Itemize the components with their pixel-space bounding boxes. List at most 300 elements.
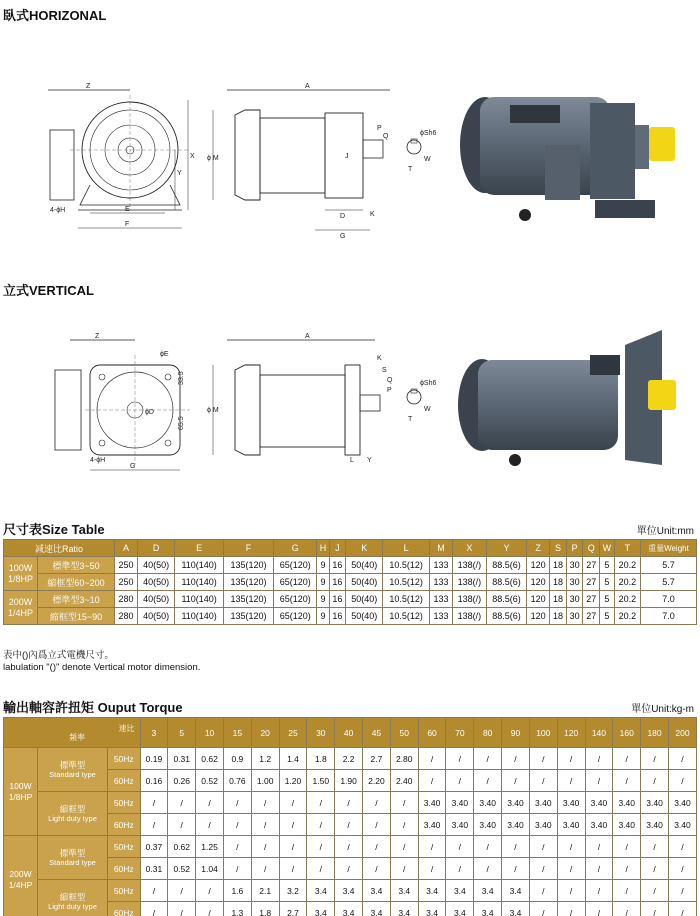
horizontal-shaft-detail	[400, 125, 448, 175]
value-cell: 3.40	[446, 792, 474, 814]
value-cell: /	[390, 858, 418, 880]
value-cell: /	[418, 748, 446, 770]
value-cell: 40(50)	[138, 608, 175, 625]
value-cell: /	[613, 880, 641, 902]
value-cell: /	[641, 902, 669, 916]
size-header-cell: M	[429, 540, 452, 557]
v-dim-sh6-label: ϕSh6	[420, 380, 437, 387]
frequency-cell: 60Hz	[108, 902, 141, 916]
value-cell: 138(/)	[452, 557, 486, 574]
value-cell: /	[251, 858, 279, 880]
value-cell: 3.4	[474, 902, 502, 916]
value-cell: /	[474, 836, 502, 858]
type-cell: 標準型3~50	[38, 557, 115, 574]
torque-table-unit: 單位Unit:kg-m	[631, 704, 694, 715]
value-cell: /	[196, 880, 224, 902]
value-cell: 0.16	[140, 770, 168, 792]
value-cell: 50(40)	[346, 574, 383, 591]
type-name-zh: 縮框型	[59, 803, 86, 814]
value-cell: 135(120)	[224, 591, 274, 608]
value-cell: /	[529, 880, 557, 902]
value-cell: 3.40	[668, 792, 696, 814]
v-dim-t-label: T	[408, 416, 413, 423]
value-cell: 18	[550, 608, 567, 625]
value-cell: 30	[566, 557, 583, 574]
value-cell: 3.40	[529, 814, 557, 836]
table-row	[4, 836, 697, 858]
value-cell: 3.40	[502, 792, 530, 814]
value-cell: /	[585, 770, 613, 792]
value-cell: 3.40	[529, 792, 557, 814]
v-dim-z-label: Z	[95, 333, 100, 340]
type-cell: 縮框型15~90	[38, 608, 115, 625]
dim-d-label: D	[340, 213, 346, 220]
value-cell: 3.4	[390, 902, 418, 916]
value-cell: /	[557, 858, 585, 880]
size-table-body	[4, 557, 697, 625]
ratio-header-cell: 160	[613, 718, 641, 748]
v-dim-dphi-label: ϕD	[145, 409, 154, 416]
value-cell: 133	[429, 608, 452, 625]
size-header-cell: S	[550, 540, 567, 557]
value-cell: /	[446, 836, 474, 858]
value-cell: /	[557, 836, 585, 858]
value-cell: /	[502, 748, 530, 770]
value-cell: 1.6	[223, 880, 251, 902]
size-table-title: 尺寸表Size Table	[3, 522, 105, 537]
value-cell: /	[279, 858, 307, 880]
value-cell: 135(120)	[224, 557, 274, 574]
value-cell: 138(/)	[452, 591, 486, 608]
value-cell: 1.90	[335, 770, 363, 792]
value-cell: 3.40	[474, 792, 502, 814]
frequency-cell: 50Hz	[108, 792, 141, 814]
value-cell: 280	[115, 608, 138, 625]
value-cell: /	[363, 858, 391, 880]
value-cell: 2.80	[390, 748, 418, 770]
size-header-cell: G	[273, 540, 316, 557]
dim-y-label: Y	[177, 170, 182, 177]
value-cell: 20.2	[614, 591, 640, 608]
value-cell: 5	[600, 574, 615, 591]
value-cell: /	[446, 858, 474, 880]
size-header-cell: D	[138, 540, 175, 557]
ratio-header-cell: 140	[585, 718, 613, 748]
value-cell: 16	[329, 608, 346, 625]
size-header-cell: H	[317, 540, 329, 557]
value-cell: /	[474, 770, 502, 792]
value-cell: 88.5(6)	[486, 608, 526, 625]
value-cell: /	[613, 748, 641, 770]
dim-a-label: A	[305, 83, 310, 90]
value-cell: /	[641, 858, 669, 880]
value-cell: /	[251, 814, 279, 836]
value-cell: /	[502, 836, 530, 858]
size-header-cell: 减速比Ratio	[4, 540, 115, 557]
value-cell: 3.4	[335, 880, 363, 902]
ratio-header-cell: 120	[557, 718, 585, 748]
torque-table-title: 輸出軸容許扭矩 Ouput Torque	[3, 700, 183, 715]
ratio-header-cell: 20	[251, 718, 279, 748]
size-header-cell: X	[452, 540, 486, 557]
value-cell: 3.40	[557, 792, 585, 814]
type-name-en: Standard type	[49, 769, 96, 779]
value-cell: 280	[115, 591, 138, 608]
value-cell: 9	[317, 608, 329, 625]
ratio-header-cell: 5	[168, 718, 196, 748]
value-cell: /	[307, 836, 335, 858]
value-cell: /	[390, 792, 418, 814]
value-cell: /	[363, 814, 391, 836]
table-row	[4, 574, 697, 591]
value-cell: 3.40	[474, 814, 502, 836]
value-cell: 3.40	[446, 814, 474, 836]
frequency-cell: 50Hz	[108, 748, 141, 770]
value-cell: 88.5(6)	[486, 574, 526, 591]
ratio-header-cell: 80	[474, 718, 502, 748]
value-cell: 110(140)	[175, 608, 224, 625]
value-cell: 10.5(12)	[383, 591, 430, 608]
vertical-title: 立式VERTICAL	[3, 283, 95, 298]
value-cell: 110(140)	[175, 574, 224, 591]
value-cell: 9	[317, 591, 329, 608]
value-cell: /	[196, 792, 224, 814]
corner-freq-label: 頻率	[69, 732, 85, 742]
size-header-cell: E	[175, 540, 224, 557]
table-row	[4, 814, 697, 836]
type-name-en: Standard type	[49, 857, 96, 867]
value-cell: 1.2	[251, 748, 279, 770]
ratio-header-cell: 90	[502, 718, 530, 748]
value-cell: 0.62	[196, 748, 224, 770]
value-cell: 65(120)	[273, 608, 316, 625]
horizontal-title: 臥式HORIZONAL	[3, 8, 107, 23]
size-header-cell: 重量Weight	[640, 540, 696, 557]
value-cell: 133	[429, 574, 452, 591]
size-header-cell: K	[346, 540, 383, 557]
value-cell: 2.1	[251, 880, 279, 902]
frequency-cell: 60Hz	[108, 814, 141, 836]
value-cell: 3.4	[418, 902, 446, 916]
dim-f-label: F	[125, 221, 130, 228]
type-cell: 縮框型60~200	[38, 574, 115, 591]
value-cell: /	[557, 902, 585, 916]
type-cell	[38, 748, 108, 792]
value-cell: 20.2	[614, 557, 640, 574]
table-row	[4, 770, 697, 792]
torque-corner-cell	[4, 718, 141, 748]
value-cell: /	[446, 748, 474, 770]
table-row	[4, 591, 697, 608]
ratio-header-cell: 70	[446, 718, 474, 748]
value-cell: 30	[566, 574, 583, 591]
value-cell: 27	[583, 591, 600, 608]
value-cell: /	[585, 748, 613, 770]
value-cell: 10.5(12)	[383, 608, 430, 625]
value-cell: 3.4	[418, 880, 446, 902]
value-cell: 27	[583, 557, 600, 574]
value-cell: /	[168, 902, 196, 916]
value-cell: /	[585, 880, 613, 902]
size-header-cell: Z	[527, 540, 550, 557]
value-cell: /	[613, 858, 641, 880]
value-cell: 16	[329, 591, 346, 608]
v-dim-l-label: L	[350, 457, 354, 464]
value-cell: 27	[583, 608, 600, 625]
value-cell: /	[418, 858, 446, 880]
value-cell: /	[390, 814, 418, 836]
value-cell: 1.3	[223, 902, 251, 916]
value-cell: 10.5(12)	[383, 574, 430, 591]
value-cell: /	[418, 836, 446, 858]
value-cell: /	[585, 858, 613, 880]
value-cell: 0.31	[168, 748, 196, 770]
value-cell: /	[307, 792, 335, 814]
value-cell: 50(40)	[346, 591, 383, 608]
value-cell: 2.40	[390, 770, 418, 792]
value-cell: 3.4	[502, 902, 530, 916]
value-cell: 5.7	[640, 574, 696, 591]
value-cell: 3.4	[390, 880, 418, 902]
value-cell: 3.4	[363, 902, 391, 916]
value-cell: /	[613, 902, 641, 916]
value-cell: 3.40	[585, 814, 613, 836]
value-cell: /	[557, 748, 585, 770]
value-cell: 0.52	[168, 858, 196, 880]
value-cell: /	[585, 902, 613, 916]
value-cell: /	[613, 836, 641, 858]
value-cell: /	[502, 770, 530, 792]
ratio-header-cell: 10	[196, 718, 224, 748]
value-cell: 1.25	[196, 836, 224, 858]
value-cell: /	[279, 836, 307, 858]
value-cell: 1.8	[251, 902, 279, 916]
value-cell: 120	[527, 557, 550, 574]
value-cell: /	[196, 902, 224, 916]
value-cell: /	[251, 836, 279, 858]
value-cell: /	[668, 770, 696, 792]
value-cell: /	[502, 858, 530, 880]
table-row	[4, 608, 697, 625]
v-dim-h-label: 4-ϕH	[90, 457, 106, 464]
value-cell: /	[140, 880, 168, 902]
dim-k-label: K	[370, 211, 375, 218]
vertical-front-view	[40, 330, 205, 480]
table-row	[4, 557, 697, 574]
value-cell: 3.40	[418, 792, 446, 814]
dim-t-label: T	[408, 166, 413, 173]
v-dim-k-label: K	[377, 355, 382, 362]
value-cell: 110(140)	[175, 557, 224, 574]
value-cell: 65(120)	[273, 574, 316, 591]
value-cell: 3.4	[363, 880, 391, 902]
value-cell: 30	[566, 608, 583, 625]
value-cell: /	[223, 792, 251, 814]
value-cell: 0.31	[140, 858, 168, 880]
horizontal-motor-photo	[450, 75, 685, 240]
value-cell: /	[140, 902, 168, 916]
table-row	[4, 902, 697, 916]
value-cell: /	[557, 880, 585, 902]
horizontal-front-view	[40, 80, 205, 240]
ratio-header-cell: 3	[140, 718, 168, 748]
vertical-side-view	[205, 330, 400, 480]
ratio-header-cell: 200	[668, 718, 696, 748]
value-cell: 250	[115, 574, 138, 591]
note-en: labulation "()" denote Vertical motor dimension.	[3, 662, 201, 673]
value-cell: 1.20	[279, 770, 307, 792]
value-cell: 40(50)	[138, 574, 175, 591]
value-cell: /	[335, 836, 363, 858]
dim-x-label: X	[190, 153, 195, 160]
value-cell: 3.4	[335, 902, 363, 916]
value-cell: /	[390, 836, 418, 858]
value-cell: /	[529, 858, 557, 880]
v-dim-ephi-label: ϕE	[160, 351, 169, 358]
value-cell: /	[168, 792, 196, 814]
ratio-header-cell: 180	[641, 718, 669, 748]
value-cell: 50(40)	[346, 557, 383, 574]
vertical-shaft-detail	[400, 375, 448, 425]
type-cell	[38, 836, 108, 880]
value-cell: /	[363, 792, 391, 814]
value-cell: 7.0	[640, 608, 696, 625]
value-cell: /	[585, 836, 613, 858]
size-table	[3, 539, 697, 625]
value-cell: 5	[600, 557, 615, 574]
value-cell: 1.04	[196, 858, 224, 880]
value-cell: 3.40	[502, 814, 530, 836]
value-cell: /	[474, 748, 502, 770]
v-dim-y-label: Y	[367, 457, 372, 464]
value-cell: 133	[429, 557, 452, 574]
value-cell: 40(50)	[138, 591, 175, 608]
v-dim-p-label: P	[387, 387, 392, 394]
value-cell: /	[641, 770, 669, 792]
value-cell: 110(140)	[175, 591, 224, 608]
value-cell: /	[641, 836, 669, 858]
size-header-cell: W	[600, 540, 615, 557]
value-cell: /	[446, 770, 474, 792]
dim-w-label: W	[424, 156, 431, 163]
size-header-cell: F	[224, 540, 274, 557]
value-cell: 65(120)	[273, 557, 316, 574]
value-cell: 3.40	[641, 814, 669, 836]
value-cell: 3.4	[307, 880, 335, 902]
v-dim-q-label: Q	[387, 377, 393, 384]
ratio-header-cell: 100	[529, 718, 557, 748]
v-dim-65-label: 65.5	[178, 416, 185, 430]
value-cell: 5	[600, 591, 615, 608]
v-dim-a-label: A	[305, 333, 310, 340]
size-table-unit: 單位Unit:mm	[636, 526, 694, 537]
size-header-cell: T	[614, 540, 640, 557]
value-cell: /	[668, 880, 696, 902]
value-cell: /	[307, 858, 335, 880]
frequency-cell: 60Hz	[108, 770, 141, 792]
vertical-motor-photo	[450, 325, 685, 480]
size-header-cell: P	[566, 540, 583, 557]
v-dim-g-label: G	[130, 463, 136, 470]
value-cell: 120	[527, 591, 550, 608]
ratio-header-cell: 60	[418, 718, 446, 748]
table-row	[4, 858, 697, 880]
value-cell: /	[474, 858, 502, 880]
value-cell: 0.37	[140, 836, 168, 858]
value-cell: /	[223, 858, 251, 880]
value-cell: 0.52	[196, 770, 224, 792]
value-cell: 3.40	[418, 814, 446, 836]
value-cell: /	[335, 858, 363, 880]
value-cell: 3.4	[502, 880, 530, 902]
v-dim-s-label: S	[382, 367, 387, 374]
value-cell: /	[363, 836, 391, 858]
frequency-cell: 60Hz	[108, 858, 141, 880]
v-dim-33-label: 33.5	[178, 371, 185, 385]
torque-table-body	[4, 748, 697, 916]
value-cell: 3.40	[641, 792, 669, 814]
value-cell: /	[668, 858, 696, 880]
value-cell: 0.26	[168, 770, 196, 792]
value-cell: /	[529, 770, 557, 792]
value-cell: 50(40)	[346, 608, 383, 625]
value-cell: 3.40	[668, 814, 696, 836]
motor-group-cell: 100W 1/8HP	[4, 557, 38, 591]
value-cell: 2.20	[363, 770, 391, 792]
value-cell: 120	[527, 608, 550, 625]
frequency-cell: 50Hz	[108, 836, 141, 858]
dim-e-label: E	[125, 206, 130, 213]
size-table-note	[3, 650, 200, 674]
value-cell: /	[140, 814, 168, 836]
v-dim-m-label: ϕ M	[207, 407, 219, 414]
value-cell: 3.4	[446, 880, 474, 902]
value-cell: /	[335, 814, 363, 836]
size-header-cell: L	[383, 540, 430, 557]
value-cell: 3.4	[474, 880, 502, 902]
value-cell: 0.76	[223, 770, 251, 792]
type-name-en: Light duty type	[48, 813, 97, 823]
type-name-en: Light duty type	[48, 901, 97, 911]
motor-group-cell: 200W 1/4HP	[4, 836, 38, 916]
value-cell: 0.62	[168, 836, 196, 858]
value-cell: 3.40	[613, 814, 641, 836]
value-cell: 16	[329, 557, 346, 574]
size-table-header-row	[4, 540, 697, 557]
value-cell: /	[668, 836, 696, 858]
value-cell: /	[613, 770, 641, 792]
value-cell: 120	[527, 574, 550, 591]
ratio-header-cell: 45	[363, 718, 391, 748]
value-cell: 138(/)	[452, 608, 486, 625]
frequency-cell: 50Hz	[108, 880, 141, 902]
value-cell: 10.5(12)	[383, 557, 430, 574]
value-cell: 18	[550, 591, 567, 608]
torque-table-header-row	[4, 718, 697, 748]
value-cell: /	[418, 770, 446, 792]
value-cell: 3.2	[279, 880, 307, 902]
value-cell: 27	[583, 574, 600, 591]
size-header-cell: J	[329, 540, 346, 557]
value-cell: 2.7	[279, 902, 307, 916]
dim-sh6-label: ϕSh6	[420, 130, 437, 137]
value-cell: /	[641, 748, 669, 770]
value-cell: /	[196, 814, 224, 836]
value-cell: 18	[550, 574, 567, 591]
value-cell: /	[668, 902, 696, 916]
ratio-header-cell: 30	[307, 718, 335, 748]
value-cell: /	[307, 814, 335, 836]
